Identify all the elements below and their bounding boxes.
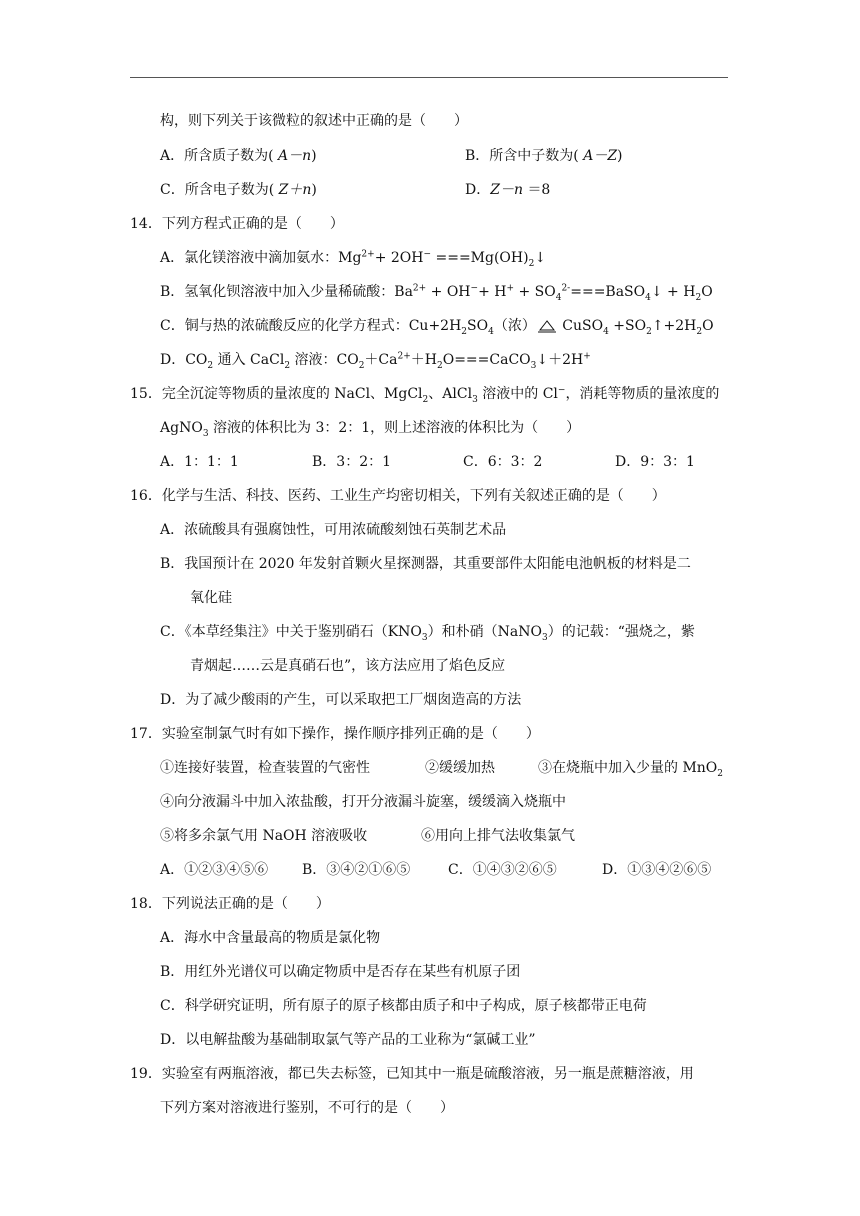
q17-step-4: ④向分液漏斗中加入浓盐酸，打开分液漏斗旋塞，缓缓滴入烧瓶中: [160, 794, 566, 810]
q16-option-b[interactable]: B．我国预计在 2020 年发射首颗火星探测器，其重要部件太阳能电池帆板的材料是二: [160, 556, 691, 572]
q16-stem: 16．化学与生活、科技、医药、工业生产均密切相关，下列有关叙述正确的是（ ）: [130, 488, 666, 504]
q19-stem-line1: 19．实验室有两瓶溶液，都已失去标签，已知其中一瓶是硫酸溶液，另一瓶是蔗糖溶液，用: [130, 1066, 694, 1082]
q15-option-c[interactable]: C．6：3：2: [463, 454, 543, 470]
q13-stem-continuation: 构，则下列关于该微粒的叙述中正确的是（ ）: [160, 113, 468, 129]
q13-option-d[interactable]: D．Z－n ＝8: [465, 182, 551, 198]
header-rule: [130, 77, 728, 78]
q18-option-b[interactable]: B．用红外光谱仪可以确定物质中是否存在某些有机原子团: [160, 964, 521, 980]
q15-option-b[interactable]: B．3：2：1: [312, 454, 392, 470]
heating-triangle-icon: [536, 319, 558, 333]
q18-option-c[interactable]: C．科学研究证明，所有原子的原子核都由质子和中子构成，原子核都带正电荷: [160, 998, 647, 1014]
q17-step-1: ①连接好装置，检查装置的气密性: [160, 760, 370, 776]
q17-option-c[interactable]: C．①④③②⑥⑤: [448, 862, 557, 878]
q17-option-d[interactable]: D．①③④②⑥⑤: [602, 862, 712, 878]
q17-step-3: ③在烧瓶中加入少量的 MnO$_2$: [538, 760, 724, 779]
q16-option-c-continuation: 青烟起……云是真硝石也”，该方法应用了焰色反应: [190, 658, 506, 674]
q14-option-b[interactable]: B．氢氧化钡溶液中加入少量稀硫酸：$Ba^{2+} + OH^-+ H^+$ + $SO_4^{2-}===BaSO_4↓ + H_2O$: [160, 283, 713, 303]
q13-option-a[interactable]: A．所含质子数为( A－n): [160, 148, 317, 164]
q17-stem: 17．实验室制氯气时有如下操作，操作顺序排列正确的是（ ）: [130, 726, 540, 742]
q18-option-d[interactable]: D．以电解盐酸为基础制取氯气等产品的工业称为“氯碱工业”: [160, 1032, 536, 1048]
q17-step-2: ②缓缓加热: [425, 760, 495, 776]
q13-option-b[interactable]: B．所含中子数为( A－Z): [465, 148, 623, 164]
q17-step-5: ⑤将多余氯气用 NaOH 溶液吸收: [160, 828, 368, 844]
q16-option-b-continuation: 氧化硅: [190, 590, 232, 606]
q18-option-a[interactable]: A．海水中含量最高的物质是氯化物: [160, 930, 381, 946]
q19-stem-line2: 下列方案对溶液进行鉴别，不可行的是（ ）: [160, 1100, 454, 1116]
q14-option-c[interactable]: C．铜与热的浓硫酸反应的化学方程式：$Cu+2H_2SO_4$（浓） CuSO$_4$ $+SO_2↑+2H_2O$: [160, 318, 714, 337]
q17-step-6: ⑥用向上排气法收集氯气: [421, 828, 575, 844]
q18-stem: 18．下列说法正确的是（ ）: [130, 896, 330, 912]
q16-option-a[interactable]: A．浓硫酸具有强腐蚀性，可用浓硫酸刻蚀石英制艺术品: [160, 522, 507, 538]
q14-stem: 14．下列方程式正确的是（ ）: [130, 216, 344, 232]
q17-option-a[interactable]: A．①②③④⑤⑥: [160, 862, 269, 878]
q14-option-d[interactable]: D．$CO_2$ 通入 CaCl$_2$ 溶液：$CO_2+Ca^{2+}+H_2O===CaCO_3↓+2H^+$: [160, 351, 591, 371]
q14-option-a[interactable]: A．氯化镁溶液中滴加氨水：$Mg^{2+}+ 2OH^-$ $===Mg(OH)_2↓$: [160, 249, 547, 269]
q15-option-a[interactable]: A．1：1：1: [160, 454, 239, 470]
q13-option-c[interactable]: C．所含电子数为( Z＋n): [160, 182, 317, 198]
q16-option-c[interactable]: C．《本草经集注》中关于鉴别硝石$(KNO_3)$和朴硝（NaNO$_3$）的记载：“强烧之，紫: [160, 624, 695, 643]
q15-option-d[interactable]: D．9：3：1: [615, 454, 695, 470]
q15-stem-line1: 15．完全沉淀等物质的量浓度的 NaCl、MgCl$_2$、AlCl$_3$ 溶液中的 Cl−，消耗等物质的量浓度的: [130, 385, 720, 405]
q15-stem-line2: AgNO$_3$ 溶液的体积比为 3：2：1，则上述溶液的体积比为（ ）: [160, 420, 581, 439]
q16-option-d[interactable]: D．为了减少酸雨的产生，可以采取把工厂烟囱造高的方法: [160, 692, 522, 708]
q17-option-b[interactable]: B．③④②①⑥⑤: [302, 862, 411, 878]
